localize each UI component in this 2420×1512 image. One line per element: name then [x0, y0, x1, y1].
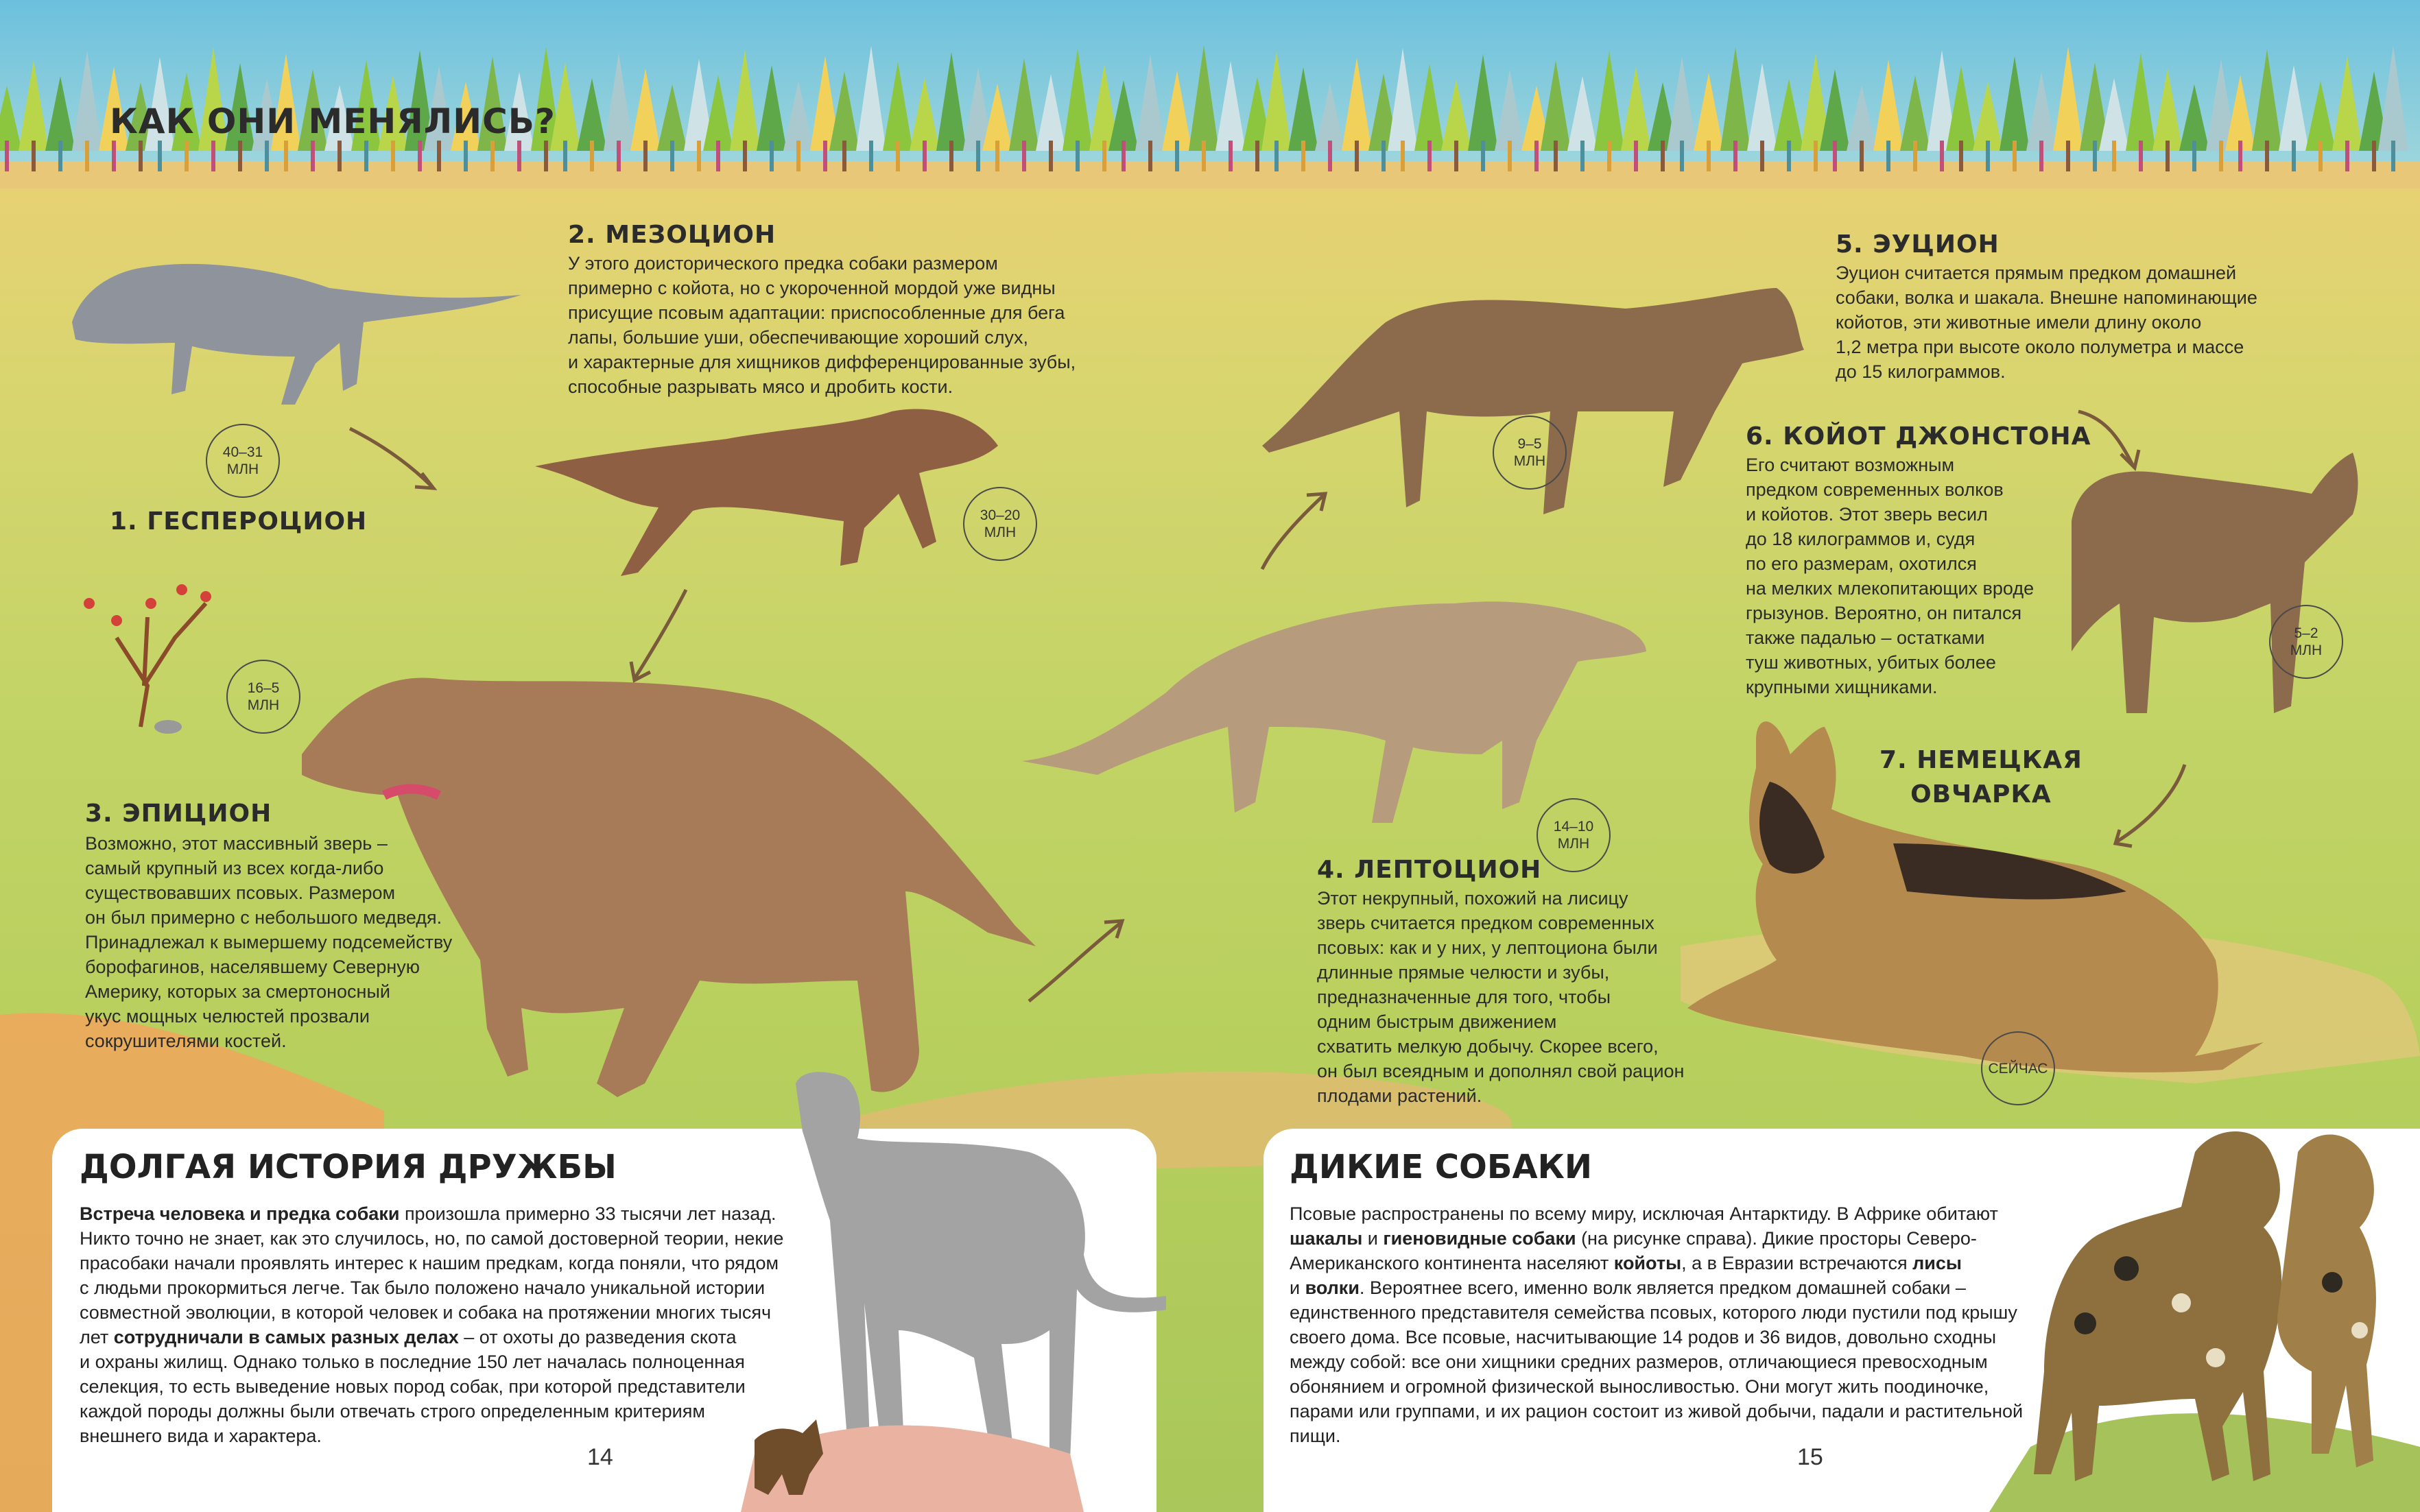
- stage-label-johnstons-coyote: 6. КОЙОТ ДЖОНСТОНА: [1746, 422, 2091, 451]
- stage-label-german-shepherd: 7. НЕМЕЦКАЯ ОВЧАРКА: [1879, 746, 2083, 808]
- period-unit: МЛН: [247, 697, 280, 713]
- stage-label-mesocyon: 2. МЕЗОЦИОН: [568, 221, 776, 249]
- great-dane-illustration: [796, 1072, 1166, 1481]
- stage-text-epicyon: Возможно, этот массивный зверь – самый крупный из всех когда-либо существовавших псовых. Размером он был примерно с небольшого медведя. Принадлежал к вымершему подсемейству борофагинов, населявшему Северную Америку, которых за смертоносный укус мощных челюстей прозвали сокрушителями костей.: [85, 833, 453, 1051]
- period-range: 14–10: [1553, 819, 1594, 835]
- stage-label-eucyon: 5. ЭУЦИОН: [1836, 230, 2000, 259]
- period-unit: МЛН: [226, 461, 259, 477]
- stage-label-hesperocyon: 1. ГЕСПЕРОЦИОН: [110, 507, 368, 536]
- stage-text-leptocyon: Этот некрупный, похожий на лисицу зверь считается предком современных псовых: как и у них, у лептоциона были длинные прямые челюсти и зубы, предназначенные для того, чтобы одним быстрым движением схватить мелкую добычу. Скорее всего, он был всеядным и дополнял свой рацион плодами растений.: [1317, 888, 1685, 1106]
- period-unit: МЛН: [1557, 836, 1590, 852]
- page-number-left: 14: [587, 1444, 613, 1470]
- box-title-friendship: ДОЛГАЯ ИСТОРИЯ ДРУЖБЫ: [80, 1148, 617, 1186]
- period-range: 30–20: [980, 507, 1021, 523]
- period-range: 5–2: [2294, 625, 2318, 641]
- period-range: 9–5: [1517, 436, 1542, 452]
- period-unit: МЛН: [984, 525, 1017, 540]
- period-label: СЕЙЧАС: [1988, 1060, 2048, 1077]
- page-title: КАК ОНИ МЕНЯЛИСЬ?: [110, 101, 556, 141]
- box-text-wild-dogs: Псовые распространены по всему миру, исключая Антарктиду. В Африке обитают шакалы и гиеновидные собаки (на рисунке справа). Дикие просторы Северо- Американского континента населяют койоты, а в Евразии встречаются лисы и волки. Вероятнее всего, именно волк является предком домашней собаки – единственного представителя семейства псовых, которого люди пустили под крышу своего дома. Все псовые, насчитывающие 14 родов и 36 видов, довольно сходны между собой: все они хищники средних размеров, отличающиеся превосходным обонянием и огромной физической выносливостью. Они могут жить поодиночке, парами или группами, и их рацион состоит из живой добычи, падали и растительной пищи.: [1290, 1203, 2024, 1446]
- stage-label-epicyon: 3. ЭПИЦИОН: [85, 800, 272, 828]
- period-range: 16–5: [247, 680, 280, 696]
- stage-text-eucyon: Эуцион считается прямым предком домашней собаки, волка и шакала. Внешне напоминающие койотов, эти животные имели длину около 1,2 метра при высоте около полуметра и массе до 15 килограммов.: [1836, 263, 2257, 382]
- page-number-right: 15: [1797, 1444, 1823, 1470]
- period-range: 40–31: [222, 444, 263, 460]
- period-unit: МЛН: [1513, 453, 1546, 469]
- african-wild-dogs-illustration: [2034, 1131, 2376, 1481]
- stage-text-mesocyon: У этого доисторического предка собаки размером примерно с койота, но с укороченной мордой уже видны присущие псовым адаптации: приспособленные для бега лапы, большие уши, обеспечивающие хороший слух, и характерные для хищников дифференцированные зубы, способные разрывать мясо и дробить кости.: [568, 253, 1076, 397]
- period-unit: МЛН: [2290, 643, 2323, 658]
- stage-label-leptocyon: 4. ЛЕПТОЦИОН: [1317, 856, 1542, 884]
- stage-text-johnstons-coyote: Его считают возможным предком современных волков и койотов. Этот зверь весил до 18 килограммов и, судя по его размерам, охотился на мелких млекопитающих вроде грызунов. Вероятно, он питался также падалью – остатками туш животных, убитых более крупными хищниками.: [1746, 455, 2035, 697]
- box-title-wild-dogs: ДИКИЕ СОБАКИ: [1290, 1148, 1592, 1186]
- box-text-friendship: Встреча человека и предка собаки произошла примерно 33 тысячи лет назад. Никто точно не знает, как это случилось, но, по самой достоверной теории, некие прасобаки начали проявлять интерес к нашим предкам, когда поняли, что рядом с людьми прокормиться легче. Так было положено начало уникальной истории совместной эволюции, в которой человек и собака на протяжении многих тысяч лет сотрудничали в самых разных делах – от охоты до разведения скота и охраны жилищ. Однако только в последние 150 лет началась полноценная селекция, то есть выведение новых пород собак, при которой представители каждой породы должны были отвечать строго определенным критериям внешнего вида и характера.: [80, 1203, 784, 1446]
